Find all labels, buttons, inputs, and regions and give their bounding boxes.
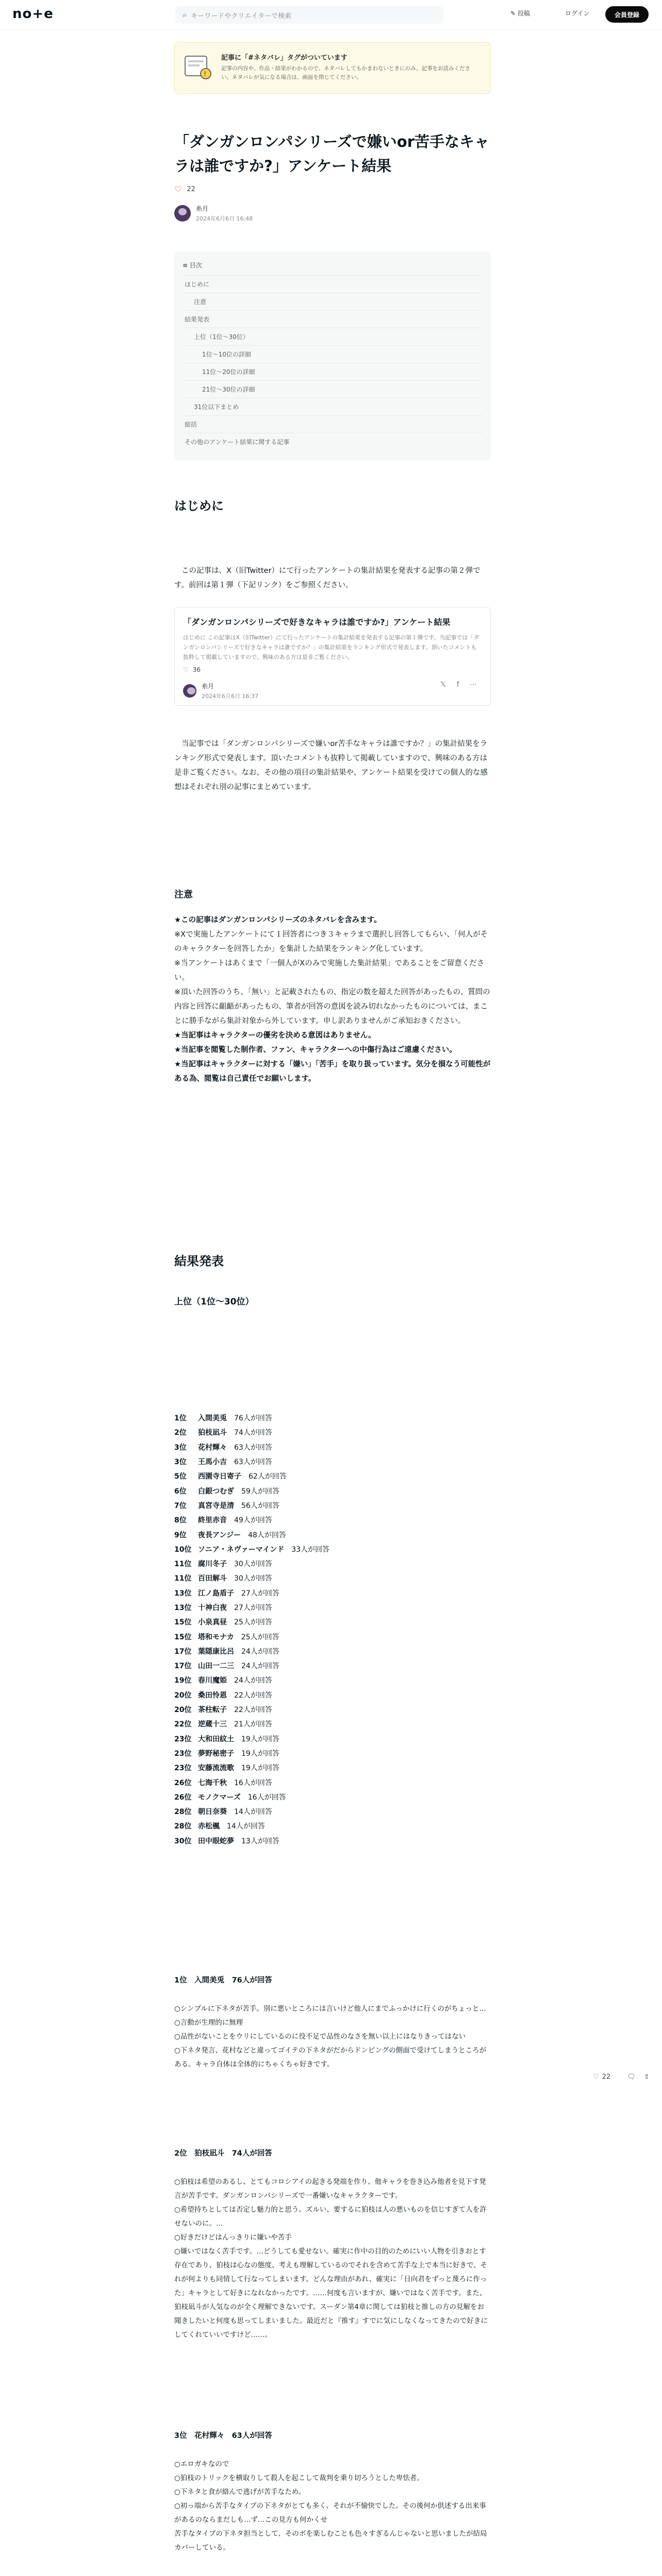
- vote-count: 27人が回答: [234, 1604, 272, 1612]
- caution-line: ★当記事はキャラクターの優劣を決める意図はありません。: [174, 1031, 376, 1040]
- character-name: モノクマーズ: [198, 1793, 241, 1802]
- rank-position: 5位: [174, 1472, 187, 1481]
- character-name: 逆蔵十三: [198, 1720, 227, 1729]
- author-name[interactable]: 糸月: [196, 205, 209, 212]
- ranking-row: [174, 1498, 491, 1513]
- ranking-row: [174, 1411, 491, 1425]
- warning-illustration-icon: [183, 52, 213, 83]
- section-heading-intro: はじめに: [174, 499, 224, 513]
- vote-count: 13人が回答: [241, 1837, 279, 1845]
- vote-count: 19人が回答: [241, 1764, 279, 1773]
- embed-share-icons[interactable]: 𝕏 f ⋯: [440, 681, 481, 689]
- ranking-row: [174, 1600, 491, 1615]
- rank-position: 13位: [174, 1589, 192, 1598]
- character-name: 桑田怜恩: [198, 1691, 227, 1700]
- toc-item[interactable]: はじめに: [183, 275, 483, 293]
- rank-position: 3位: [174, 1443, 187, 1452]
- caution-line: ★当記事を閲覧した制作者、ファン、キャラクターへの中傷行為はご遠慮ください。: [174, 1046, 457, 1054]
- intro-paragraph-1: この記事は、X（旧Twitter）にて行ったアンケートの集計結果を発表する記事の第２弾です。前回は第１弾（下記リンク）をご参照ください。: [174, 567, 481, 589]
- ranking-row: [174, 1760, 491, 1775]
- article-title: 「ダンガンロンパシリーズで嫌いor苦手なキャラは誰ですか?」アンケート結果: [174, 133, 490, 175]
- comment-icon[interactable]: 🗨: [627, 2073, 636, 2081]
- toc-items: [183, 275, 483, 450]
- banner-body: 記事の内容や、作品・結果がわかるので、ネタバレしてもかまわないときにのみ、記事をお読みください。ネタバレが気になる場合は、画面を閉じてください。: [221, 65, 471, 80]
- character-name: 大和田紋土: [198, 1735, 234, 1743]
- vote-count: 14人が回答: [234, 1808, 272, 1817]
- detail-heading: 1位 入間美兎 76人が回答: [174, 1976, 272, 1985]
- signup-button[interactable]: 会員登録: [605, 6, 649, 23]
- rank-position: 23位: [174, 1735, 192, 1743]
- toc-item[interactable]: 結果発表: [183, 310, 483, 328]
- ranking-row: [174, 1775, 491, 1789]
- list-icon: ≡: [183, 262, 190, 269]
- vote-count: 59人が回答: [241, 1487, 279, 1496]
- character-name: 夜長アンジー: [198, 1531, 241, 1539]
- rank-position: 23位: [174, 1749, 192, 1758]
- pencil-icon: ✎: [510, 10, 516, 17]
- floating-like-count: 22: [602, 2073, 611, 2081]
- top-navigation-bar: [0, 0, 662, 30]
- character-name: 葉隠康比呂: [198, 1647, 234, 1656]
- rank-position: 1位: [174, 1414, 187, 1423]
- character-name: 白銀つむぎ: [198, 1487, 234, 1496]
- vote-count: 19人が回答: [241, 1749, 279, 1758]
- character-name: 真宮寺是清: [198, 1501, 234, 1510]
- results-subheading: 上位（1位〜30位）: [174, 1297, 254, 1307]
- embed-author-name: 糸月: [202, 683, 214, 690]
- rank-position: 13位: [174, 1604, 192, 1612]
- note-logo[interactable]: no+e: [12, 6, 54, 22]
- vote-count: 25人が回答: [241, 1633, 279, 1641]
- character-name: 狛枝凪斗: [198, 1429, 227, 1437]
- ranking-row: [174, 1571, 491, 1585]
- rank-position: 20位: [174, 1706, 192, 1715]
- ranking-row: [174, 1804, 491, 1819]
- vote-count: 30人が回答: [234, 1560, 272, 1569]
- search-input[interactable]: [175, 6, 443, 24]
- rank-position: 10位: [174, 1545, 192, 1554]
- toc-item[interactable]: 1位〜10位の詳細: [183, 345, 483, 363]
- toc-item[interactable]: 31位以下まとめ: [183, 398, 483, 415]
- character-name: 七海千秋: [198, 1778, 227, 1787]
- toc-item[interactable]: その他のアンケート結果に関する記事: [183, 433, 483, 450]
- ranking-row: [174, 1790, 491, 1804]
- rank-position: 22位: [174, 1720, 192, 1729]
- like-count: 22: [187, 185, 195, 193]
- vote-count: 22人が回答: [234, 1706, 272, 1715]
- ranking-row: [174, 1542, 491, 1556]
- character-name: 塔和モナカ: [198, 1633, 234, 1641]
- character-name: 田中眼蛇夢: [198, 1837, 234, 1845]
- heart-icon: ♡: [183, 666, 189, 673]
- rank-position: 9位: [174, 1531, 187, 1539]
- caution-line: ※当アンケートはあくまで「一個人がXのみで実施した集計結果」であることをご留意ください。: [174, 959, 485, 982]
- toc-item[interactable]: 上位（1位〜30位）: [183, 328, 483, 345]
- rank-position: 17位: [174, 1647, 192, 1656]
- vote-count: 63人が回答: [234, 1443, 272, 1452]
- ranking-row: [174, 1425, 491, 1439]
- rank-position: 23位: [174, 1764, 192, 1773]
- avatar[interactable]: [174, 205, 191, 222]
- like-button-floating[interactable]: [593, 2073, 619, 2081]
- banner-title: 記事に「#ネタバレ」タグがついています: [221, 54, 347, 62]
- character-name: 赤松楓: [198, 1822, 220, 1831]
- character-name: 江ノ島盾子: [198, 1589, 234, 1598]
- ranking-list: [174, 1411, 491, 1848]
- vote-count: 74人が回答: [234, 1429, 272, 1437]
- character-name: 茶柱転子: [198, 1706, 227, 1715]
- detail-heading: 3位 花村輝々 63人が回答: [174, 2432, 272, 2440]
- rank-position: 28位: [174, 1822, 192, 1831]
- toc-item[interactable]: 総括: [183, 415, 483, 433]
- ranking-row: [174, 1834, 491, 1848]
- ranking-row: [174, 1469, 491, 1483]
- embed-like-value: 36: [192, 666, 201, 673]
- detail-comments: ○シンプルに下ネタが苦手。別に悪いところには言いけど他人にまでふっかけに行くのがちょっと… ○言動が生理的に無理 ○品性がないことをウリにしているのに役不足で品性のなさを無い以上にはなりきってはない ○下ネタ発言、花村などと違ってゴイテの下ネタがだからドンピングの側面で受けてしまうところがある。キャラ自体は全体的にちゃくちゃ好きです。: [174, 2005, 487, 2069]
- section-heading-caution: 注意: [174, 889, 193, 900]
- ranking-row: [174, 1586, 491, 1600]
- embed-date: 2024年6月6日 16:37: [202, 693, 259, 700]
- vote-count: 24人が回答: [241, 1662, 279, 1671]
- section-heading-results: 結果発表: [174, 1254, 224, 1268]
- rank-position: 20位: [174, 1691, 192, 1700]
- rank-position: 6位: [174, 1487, 187, 1496]
- vote-count: 27人が回答: [241, 1589, 279, 1598]
- vote-count: 63人が回答: [234, 1458, 272, 1467]
- vote-count: 48人が回答: [248, 1531, 286, 1539]
- spoiler-banner: [174, 42, 491, 94]
- vote-count: 49人が回答: [234, 1516, 272, 1525]
- ranking-row: [174, 1644, 491, 1658]
- rank-position: 3位: [174, 1458, 187, 1467]
- ranking-row: [174, 1688, 491, 1702]
- author-block[interactable]: [174, 204, 253, 223]
- rank-position: 26位: [174, 1778, 192, 1787]
- vote-count: 62人が回答: [249, 1472, 287, 1481]
- toc-item[interactable]: 21位〜30位の詳細: [183, 380, 483, 398]
- vote-count: 24人が回答: [241, 1647, 279, 1656]
- embed-title[interactable]: 「ダンガンロンパシリーズで好きなキャラは誰ですか?」アンケート結果: [183, 617, 451, 627]
- character-name: 西園寺日寄子: [198, 1472, 241, 1481]
- character-name: 王馬小吉: [198, 1458, 227, 1467]
- character-name: 小泉真昼: [198, 1618, 227, 1627]
- rank-position: 2位: [174, 1429, 187, 1437]
- embed-description: はじめに この記事はX（旧Twitter）にて行ったアンケートの集計結果を発表する記事の第１弾です。当記事では「ダンガンロンパシリーズで好きなキャラは誰ですか？」の集計結果をランキング形式で発表します。頂いたコメントも抜粋して掲載していますので、興味のある方は是非ご覧ください。: [183, 634, 479, 660]
- ranking-row: [174, 1527, 491, 1541]
- ranking-row: [174, 1673, 491, 1687]
- rank-position: 30位: [174, 1837, 192, 1845]
- character-name: 朝日奈葵: [198, 1808, 227, 1817]
- character-name: 花村輝々: [198, 1443, 227, 1452]
- character-name: 終里赤音: [198, 1516, 227, 1525]
- vote-count: 76人が回答: [234, 1414, 272, 1423]
- vote-count: 22人が回答: [234, 1691, 272, 1700]
- ranking-row: [174, 1717, 491, 1731]
- avatar: [183, 684, 196, 698]
- vote-count: 56人が回答: [241, 1501, 279, 1510]
- ranking-row: [174, 1658, 491, 1673]
- vote-count: 16人が回答: [247, 1793, 286, 1802]
- rank-position: 7位: [174, 1501, 187, 1510]
- rank-position: 19位: [174, 1676, 192, 1685]
- character-name: ソニア・ネヴァーマインド: [198, 1545, 285, 1554]
- rank-position: 17位: [174, 1662, 192, 1671]
- post-button[interactable]: [510, 9, 530, 18]
- toc-heading: [183, 261, 483, 275]
- ranking-row: [174, 1702, 491, 1717]
- character-name: 春川魔姫: [198, 1676, 227, 1685]
- rank-position: 8位: [174, 1516, 187, 1525]
- rank-position: 11位: [174, 1560, 192, 1569]
- ranking-row: [174, 1746, 491, 1760]
- ranking-row: [174, 1440, 491, 1454]
- toc-item[interactable]: 注意: [183, 293, 483, 310]
- character-name: 夢野秘密子: [198, 1749, 234, 1758]
- floating-action-bar: [593, 2073, 658, 2081]
- vote-count: 24人が回答: [234, 1676, 272, 1685]
- caution-line: ★当記事はキャラクターに対する「嫌い」「苦手」を取り扱っています。気分を損なう可能性がある為、閲覧は自己責任でお願いします。: [174, 1060, 491, 1083]
- rank-position: 15位: [174, 1618, 192, 1627]
- ranking-row: [174, 1556, 491, 1571]
- post-label: 投稿: [517, 10, 530, 17]
- search-placeholder: キーワードやクリエイターで検索: [191, 12, 292, 20]
- svg-text:!: !: [204, 71, 207, 78]
- vote-count: 19人が回答: [241, 1735, 279, 1743]
- ranking-row: [174, 1615, 491, 1629]
- toc-item[interactable]: 11位〜20位の詳細: [183, 363, 483, 380]
- character-name: 十神白夜: [198, 1604, 227, 1612]
- search-icon: ⌕: [183, 10, 187, 20]
- character-name: 百田解斗: [198, 1574, 227, 1583]
- table-of-contents: [174, 251, 491, 461]
- caution-list: [174, 913, 491, 1086]
- caution-line: ★この記事はダンガンロンパシリーズのネタバレを含みます。: [174, 916, 382, 924]
- character-name: 入間美兎: [198, 1414, 227, 1423]
- toc-heading-label: 目次: [189, 262, 202, 269]
- share-icon[interactable]: ⇪: [643, 2073, 650, 2081]
- vote-count: 14人が回答: [227, 1822, 265, 1831]
- login-link[interactable]: ログイン: [565, 10, 590, 17]
- caution-line: ※頂いた回答のうち、「無い」と記載されたもの、指定の数を超えた回答があったもの、質問の内容と回答に齟齬があったもの、筆者が回答の意図を読み切れなかったものについては、まことに勝手ながら集計対象から外しています。申し訳ありませんがご承知おきください。: [174, 988, 490, 1025]
- embedded-article-card[interactable]: [174, 607, 491, 706]
- caution-line: ※Xで実施したアンケートにて１回答者につき３キャラまで選択し回答してもらい、「何人がそのキャラクターを回答したか」を集計した結果をランキング化しています。: [174, 930, 488, 953]
- rank-position: 28位: [174, 1808, 192, 1817]
- vote-count: 16人が回答: [234, 1778, 272, 1787]
- vote-count: 21人が回答: [234, 1720, 272, 1729]
- intro-paragraph-2: 当記事では「ダンガンロンパシリーズで嫌いor苦手なキャラは誰ですか？」の集計結果をランキング形式で発表します。頂いたコメントも抜粋して掲載していますので、興味のある方は是非ご覧ください。なお、その他の項目の集計結果や、アンケート結果を受けての個人的な感想はそれぞれ別の記事にまとめています。: [174, 740, 488, 791]
- detail-comments: ○狛枝は希望のあるし、とてもコロシアイの起きる発端を作り、他キャラを巻き込み他者を見下す発言が苦手です。ダンガンロンパシリーズで一番嫌いなキャラクターです。 ○希望持ちとしては否定し魅力的と思う。ズルい、要するに狛枝は人の悪いものを信じすぎて人を許せないのに。… ○好きだけどはんっきりに嫌いや苦手 ○嫌いではなく苦手です。…どうしても愛せない。確実に作中の目的のためにいい人物を引きおとす存在であり、狛枝は心なの態度、考えも理解しているのでそれを含めて苦手な上で本当に好きで、それが何よりも同情して行なってしまいます。どんな理由があれ、確実に「日向君をずっと蔑ろに作った」キャラとして好きになれなかったです。……何度も言いますが、嫌いではなく苦手です。また、狛枝凪斗が人気なのが全く理解できないです。スーダン第4章に関しては狛枝と推しの方の見解をお聞きしたいと何度も思ってしまいました。最近だと『推す』すでに気にしなくなってきたので好きにしてくれていいですけど……。: [174, 2178, 488, 2339]
- character-name: 山田一二三: [198, 1662, 234, 1671]
- detail-comments: ○エロガキなので ○狛枝のトリックを横取りして殺人を起こして裁判を乗り切ろうとした卑怯者。 ○下ネタと食が絡んで逃げが苦手なため。 ○初っ端から苦手なタイプの下ネタがとても多く、それが不愉快でした。その後何か供述する出来事があるのならまだしも…ず…この見方も何かくせ 苦手なタイプの下ネタ担当として、そのボを楽しむことも色々すぎるんじゃないと思いましたが結局カバーしている。: [174, 2460, 487, 2552]
- ranking-row: [174, 1819, 491, 1833]
- rank-position: 26位: [174, 1793, 192, 1802]
- ranking-row: [174, 1513, 491, 1527]
- like-button-top[interactable]: [174, 184, 195, 194]
- heart-icon: ♡: [593, 2073, 599, 2081]
- ranking-row: [174, 1732, 491, 1746]
- vote-count: 30人が回答: [234, 1574, 272, 1583]
- embed-like-count: [183, 666, 201, 673]
- publish-date: 2024年6月6日 16:48: [196, 215, 253, 222]
- vote-count: 25人が回答: [234, 1618, 272, 1627]
- heart-icon: ♡: [174, 184, 182, 194]
- vote-count: 33人が回答: [291, 1545, 330, 1554]
- character-name: 安藤流流歌: [198, 1764, 234, 1773]
- ranking-row: [174, 1454, 491, 1469]
- ranking-row: [174, 1483, 491, 1498]
- rank-position: 11位: [174, 1574, 192, 1583]
- detail-heading: 2位 狛枝凪斗 74人が回答: [174, 2149, 272, 2158]
- character-name: 腐川冬子: [198, 1560, 227, 1569]
- embed-author-block: [183, 682, 258, 700]
- ranking-row: [174, 1629, 491, 1643]
- rank-position: 15位: [174, 1633, 192, 1641]
